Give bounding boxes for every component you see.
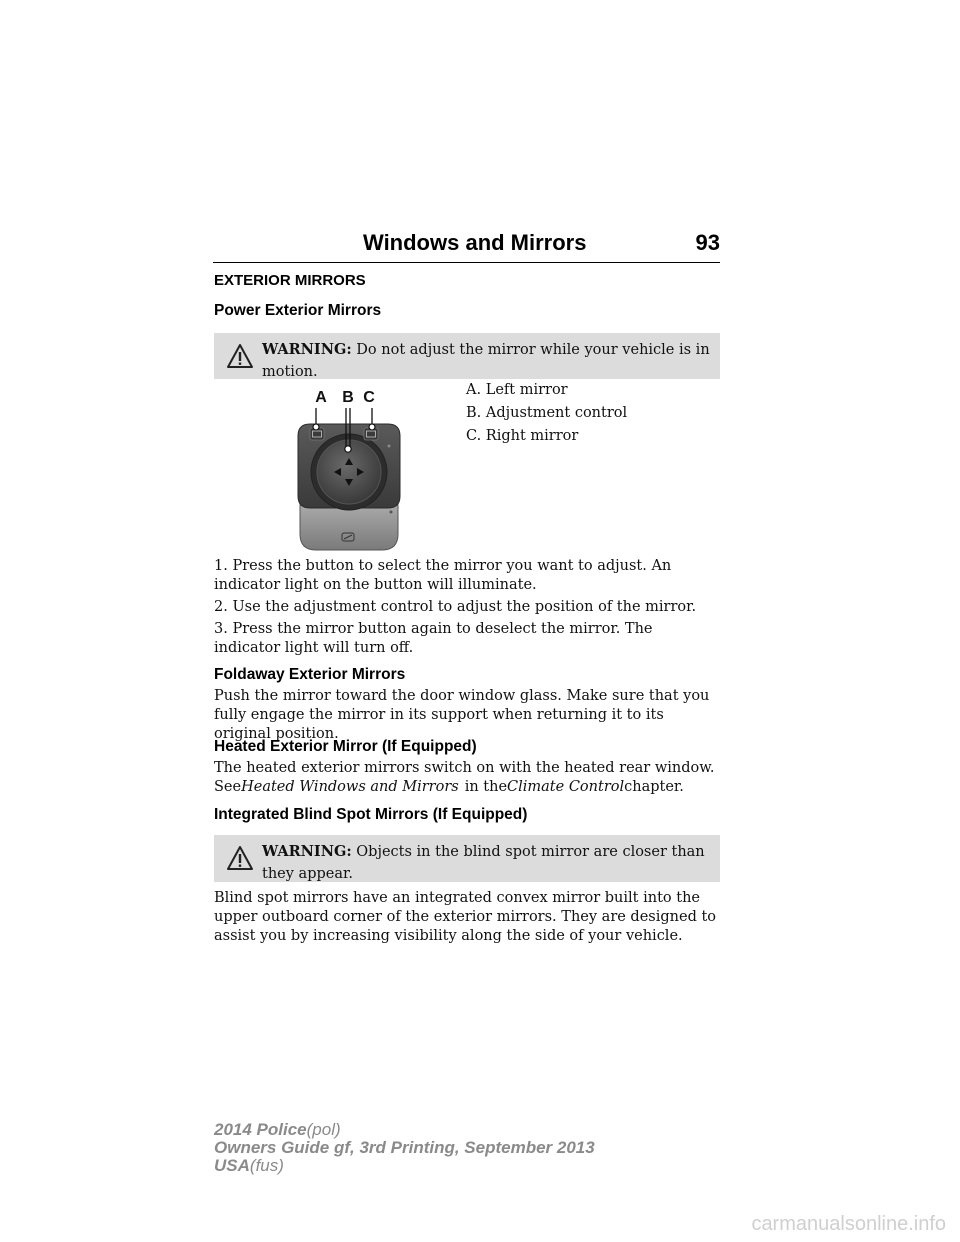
step-1: 1. Press the button to select the mirror you want to adjust. An indicator light on the button will illuminate.: [214, 558, 672, 593]
heated-see: See: [214, 779, 242, 795]
heated-ref-2: Climate Control: [507, 779, 625, 795]
heated-line-1: The heated exterior mirrors switch on with the heated rear window.: [214, 760, 715, 776]
label-b: B: [342, 389, 354, 406]
warning-text: [262, 339, 712, 383]
watermark: carmanualsonline.info: [751, 1213, 946, 1235]
warning-label: WARNING:: [262, 843, 352, 860]
warning-box-blind-spot: [214, 835, 720, 882]
footer-line-2: Owners Guide gf, 3rd Printing, September 2013: [214, 1138, 595, 1157]
subheading-foldaway: Foldaway Exterior Mirrors: [214, 666, 406, 683]
warning-text: [262, 841, 712, 885]
warning-triangle-icon: [226, 845, 254, 871]
label-a: A: [315, 389, 327, 406]
warning-triangle-icon: [226, 343, 254, 369]
legend-c: C. Right mirror: [466, 428, 579, 444]
subheading-power-mirrors: Power Exterior Mirrors: [214, 302, 382, 319]
footer-market-code: (fus): [249, 1156, 284, 1175]
footer-line-1: [214, 1121, 595, 1139]
subheading-blind-spot: Integrated Blind Spot Mirrors (If Equipped): [214, 806, 528, 823]
warning-box-adjust: [214, 333, 720, 379]
heated-chapter: chapter.: [624, 779, 684, 795]
section-heading-exterior-mirrors: EXTERIOR MIRRORS: [214, 272, 366, 289]
page-footer: [214, 1121, 595, 1175]
page-number: 93: [695, 230, 720, 255]
mirror-control-diagram: [296, 384, 402, 554]
heated-ref-1: Heated Windows and Mirrors: [241, 779, 459, 795]
footer-line-3: [214, 1157, 595, 1175]
footer-model-code: (pol): [306, 1120, 341, 1139]
step-2: 2. Use the adjustment control to adjust the position of the mirror.: [214, 599, 697, 615]
warning-message: Objects in the blind spot mirror are closer than they appear.: [262, 844, 705, 882]
footer-model: 2014 Police: [214, 1120, 307, 1139]
legend-a: A. Left mirror: [466, 382, 568, 398]
foldaway-text: Push the mirror toward the door window glass. Make sure that you fully engage the mirror in its support when returning it to its original position.: [214, 688, 710, 742]
heated-text: [214, 759, 720, 797]
heated-in-the: in the: [464, 779, 508, 795]
subheading-heated: Heated Exterior Mirror (If Equipped): [214, 738, 477, 755]
legend-b: B. Adjustment control: [466, 405, 628, 421]
label-c: C: [363, 389, 375, 406]
chapter-title: Windows and Mirrors: [363, 230, 587, 255]
page-header: [213, 226, 720, 263]
blind-spot-text: Blind spot mirrors have an integrated convex mirror built into the upper outboard corner of the exterior mirrors. They are designed to assist you by increasing visibility along the side of your vehicle.: [214, 890, 717, 944]
warning-label: WARNING:: [262, 341, 352, 358]
warning-message: Do not adjust the mirror while your vehicle is in motion.: [262, 342, 710, 380]
step-3: 3. Press the mirror button again to deselect the mirror. The indicator light will turn off.: [214, 621, 653, 656]
footer-market: USA: [214, 1156, 250, 1175]
heated-line-2: [214, 778, 720, 797]
